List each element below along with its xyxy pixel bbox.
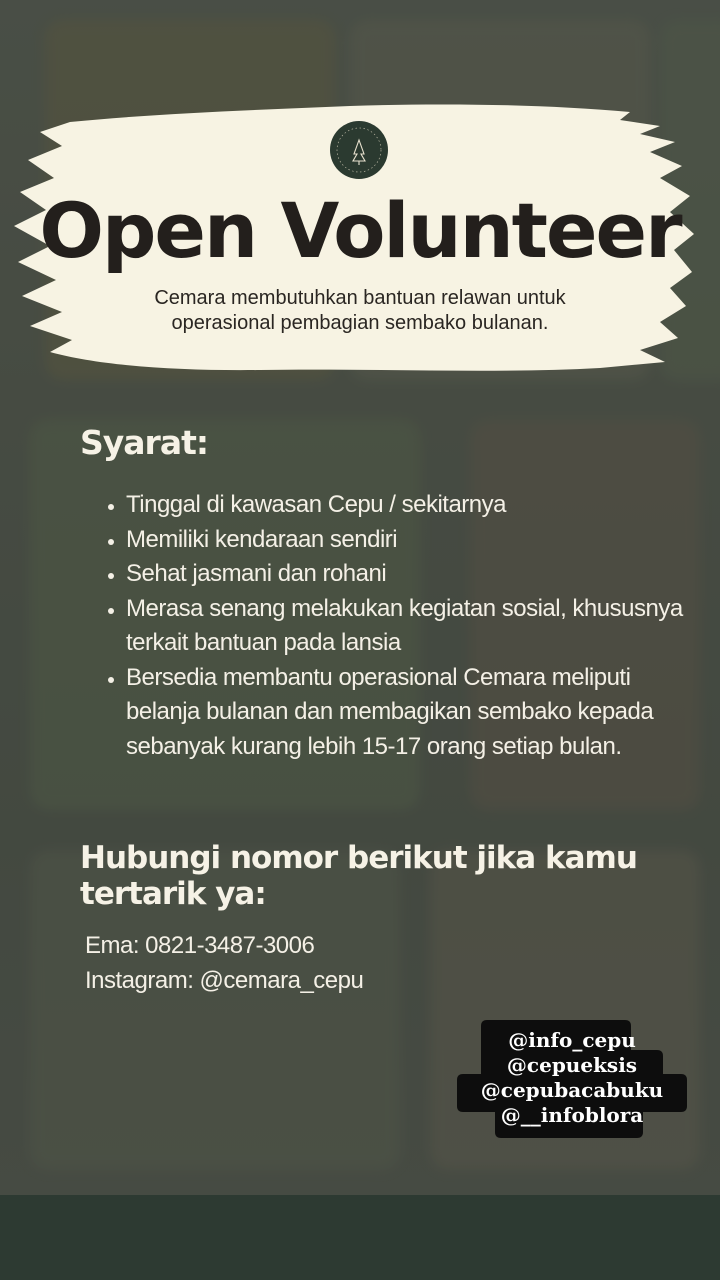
requirement-item: • Merasa senang melakukan kegiatan sosial, khususnya terkait bantuan pada lansia (126, 592, 686, 661)
tag-cepueksis: @cepueksis (506, 1053, 638, 1077)
instagram-tags (457, 1018, 687, 1140)
requirement-item: • Sehat jasmani dan rohani (126, 557, 686, 592)
requirement-item: • Tinggal di kawasan Cepu / sekitarnya (126, 488, 686, 523)
tag-cepubacabuku: @cepubacabuku (480, 1078, 664, 1102)
contact-instagram: Instagram: @cemara_cepu (85, 967, 364, 994)
subtitle-line-1: Cemara membutuhkan bantuan relawan untuk (154, 287, 566, 309)
page-title: Open Volunteer (39, 186, 681, 275)
contact-heading: Hubungi nomor berikut jika kamu tertarik ya: (80, 840, 637, 912)
tag-info-cepu: @info_cepu (508, 1028, 636, 1052)
banner-subtitle (130, 286, 590, 336)
requirements-heading: Syarat: (80, 423, 209, 462)
footer-bar (0, 1195, 720, 1280)
contact-phone: Ema: 0821-3487-3006 (85, 932, 315, 959)
subtitle-line-2: operasional pembagian sembako bulanan. (171, 312, 549, 334)
requirement-item: • Bersedia membantu operasional Cemara meliputi belanja bulanan dan membagikan sembako kepada sebanyak kurang lebih 15-17 orang setiap bulan. (126, 661, 686, 765)
cemara-logo (330, 121, 388, 179)
requirement-item: • Memiliki kendaraan sendiri (126, 523, 686, 558)
requirements-list (104, 488, 686, 764)
tag-infoblora: @__infoblora (500, 1103, 644, 1127)
